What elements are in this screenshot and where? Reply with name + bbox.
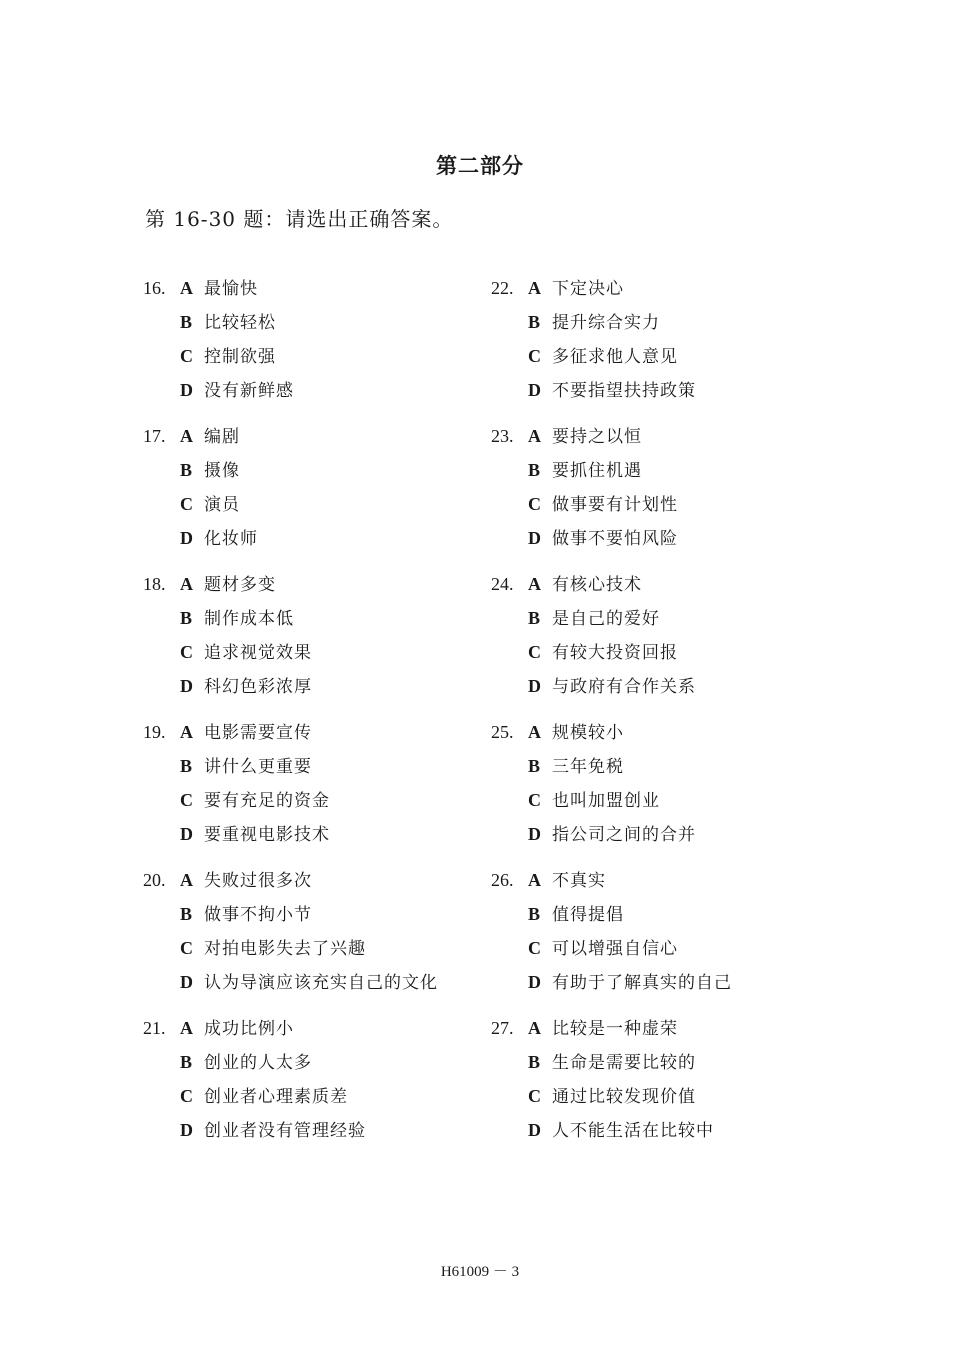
answer-option — [528, 1117, 714, 1143]
option-letter: A — [180, 574, 193, 594]
option-letter: C — [528, 494, 541, 514]
question-number: 24. — [491, 574, 514, 594]
option-text: 指公司之间的合并 — [552, 825, 696, 845]
option-text: 没有新鲜感 — [204, 381, 294, 401]
option-text: 做事要有计划性 — [552, 495, 678, 515]
option-text: 化妆师 — [204, 529, 258, 549]
option-letter: C — [180, 494, 193, 514]
question-number: 16. — [143, 278, 166, 298]
option-letter: B — [528, 904, 541, 924]
option-text: 失败过很多次 — [204, 871, 312, 891]
option-letter: D — [180, 528, 193, 548]
option-letter: D — [180, 972, 193, 992]
option-letter: B — [528, 608, 541, 628]
option-letter: D — [528, 1120, 541, 1140]
question-number: 27. — [491, 1018, 514, 1038]
option-letter: B — [528, 312, 541, 332]
answer-option — [180, 787, 330, 813]
answer-option — [528, 639, 678, 665]
answer-option — [528, 423, 642, 449]
option-letter: B — [180, 904, 193, 924]
option-text: 要持之以恒 — [552, 427, 642, 447]
question-number: 22. — [491, 278, 514, 298]
option-letter: A — [528, 426, 541, 446]
option-letter: C — [180, 346, 193, 366]
answer-option — [528, 377, 696, 403]
answer-option — [528, 1015, 678, 1041]
answer-option — [180, 1083, 348, 1109]
answer-option — [180, 491, 240, 517]
option-letter: B — [180, 756, 193, 776]
answer-option — [180, 423, 240, 449]
option-text: 创业者心理素质差 — [204, 1087, 348, 1107]
option-letter: A — [180, 278, 193, 298]
answer-option — [180, 275, 258, 301]
option-letter: B — [180, 312, 193, 332]
answer-option — [528, 571, 642, 597]
answer-option — [528, 867, 606, 893]
option-text: 编剧 — [204, 427, 240, 447]
option-text: 控制欲强 — [204, 347, 276, 367]
option-letter: A — [528, 1018, 541, 1038]
answer-option — [528, 969, 732, 995]
option-text: 提升综合实力 — [552, 313, 660, 333]
answer-option — [528, 309, 660, 335]
answer-option — [180, 377, 294, 403]
option-letter: A — [180, 426, 193, 446]
answer-option — [180, 753, 312, 779]
option-letter: B — [528, 460, 541, 480]
option-letter: B — [180, 460, 193, 480]
page-footer: H61009 － 3 — [440, 1264, 520, 1280]
answer-option — [180, 901, 312, 927]
option-letter: A — [528, 278, 541, 298]
answer-option — [180, 457, 240, 483]
option-letter: C — [180, 938, 193, 958]
answer-option — [528, 821, 696, 847]
answer-option — [180, 639, 312, 665]
option-text: 三年免税 — [552, 757, 624, 777]
option-letter: C — [180, 790, 193, 810]
option-text: 比较轻松 — [204, 313, 276, 333]
option-text: 人不能生活在比较中 — [552, 1121, 714, 1141]
answer-option — [528, 1083, 696, 1109]
answer-option — [528, 753, 624, 779]
option-letter: D — [528, 380, 541, 400]
option-text: 多征求他人意见 — [552, 347, 678, 367]
option-letter: B — [528, 756, 541, 776]
option-text: 追求视觉效果 — [204, 643, 312, 663]
option-text: 创业者没有管理经验 — [204, 1121, 366, 1141]
option-letter: A — [180, 870, 193, 890]
answer-option — [180, 969, 438, 995]
option-text: 与政府有合作关系 — [552, 677, 696, 697]
option-letter: A — [180, 722, 193, 742]
answer-option — [180, 309, 276, 335]
option-letter: D — [528, 972, 541, 992]
option-letter: D — [180, 380, 193, 400]
option-text: 最愉快 — [204, 279, 258, 299]
option-text: 生命是需要比较的 — [552, 1053, 696, 1073]
option-letter: C — [528, 1086, 541, 1106]
option-letter: C — [180, 642, 193, 662]
answer-option — [528, 719, 624, 745]
answer-option — [180, 1049, 312, 1075]
answer-option — [528, 605, 660, 631]
option-letter: C — [528, 642, 541, 662]
answer-option — [180, 571, 276, 597]
answer-option — [180, 821, 330, 847]
answer-option — [528, 673, 696, 699]
answer-option — [180, 343, 276, 369]
option-text: 题材多变 — [204, 575, 276, 595]
option-letter: D — [528, 824, 541, 844]
option-text: 要抓住机遇 — [552, 461, 642, 481]
option-text: 制作成本低 — [204, 609, 294, 629]
option-text: 摄像 — [204, 461, 240, 481]
answer-option — [528, 275, 624, 301]
option-text: 电影需要宣传 — [204, 723, 312, 743]
answer-option — [528, 787, 660, 813]
option-text: 可以增强自信心 — [552, 939, 678, 959]
option-text: 有助于了解真实的自己 — [552, 973, 732, 993]
answer-option — [528, 525, 678, 551]
option-letter: B — [180, 1052, 193, 1072]
option-letter: B — [180, 608, 193, 628]
question-number: 21. — [143, 1018, 166, 1038]
option-letter: B — [528, 1052, 541, 1072]
option-letter: A — [180, 1018, 193, 1038]
option-text: 成功比例小 — [204, 1019, 294, 1039]
answer-option — [180, 935, 366, 961]
option-text: 认为导演应该充实自己的文化 — [204, 973, 438, 993]
option-text: 要重视电影技术 — [204, 825, 330, 845]
answer-option — [528, 935, 678, 961]
question-number: 23. — [491, 426, 514, 446]
answer-option — [528, 901, 624, 927]
answer-option — [528, 491, 678, 517]
option-text: 对拍电影失去了兴趣 — [204, 939, 366, 959]
option-text: 通过比较发现价值 — [552, 1087, 696, 1107]
option-letter: A — [528, 574, 541, 594]
option-text: 做事不要怕风险 — [552, 529, 678, 549]
option-letter: C — [180, 1086, 193, 1106]
option-text: 演员 — [204, 495, 240, 515]
option-text: 值得提倡 — [552, 905, 624, 925]
option-text: 规模较小 — [552, 723, 624, 743]
option-text: 不真实 — [552, 871, 606, 891]
question-number: 26. — [491, 870, 514, 890]
option-letter: D — [528, 528, 541, 548]
question-number: 18. — [143, 574, 166, 594]
answer-option — [180, 673, 312, 699]
option-letter: C — [528, 938, 541, 958]
answer-option — [180, 1015, 294, 1041]
answer-option — [180, 1117, 366, 1143]
option-text: 比较是一种虚荣 — [552, 1019, 678, 1039]
option-text: 要有充足的资金 — [204, 791, 330, 811]
answer-option — [528, 343, 678, 369]
option-letter: A — [528, 722, 541, 742]
question-number: 20. — [143, 870, 166, 890]
option-text: 不要指望扶持政策 — [552, 381, 696, 401]
question-number: 25. — [491, 722, 514, 742]
option-text: 创业的人太多 — [204, 1053, 312, 1073]
option-text: 是自己的爱好 — [552, 609, 660, 629]
answer-option — [180, 719, 312, 745]
option-text: 讲什么更重要 — [204, 757, 312, 777]
option-text: 有较大投资回报 — [552, 643, 678, 663]
answer-option — [180, 525, 258, 551]
option-letter: C — [528, 790, 541, 810]
option-text: 有核心技术 — [552, 575, 642, 595]
option-text: 做事不拘小节 — [204, 905, 312, 925]
option-letter: D — [180, 1120, 193, 1140]
option-letter: D — [180, 676, 193, 696]
option-text: 下定决心 — [552, 279, 624, 299]
question-number: 17. — [143, 426, 166, 446]
option-letter: A — [528, 870, 541, 890]
option-text: 也叫加盟创业 — [552, 791, 660, 811]
answer-option — [180, 605, 294, 631]
section-title: 第二部分 — [436, 154, 524, 178]
option-text: 科幻色彩浓厚 — [204, 677, 312, 697]
answer-option — [180, 867, 312, 893]
option-letter: D — [180, 824, 193, 844]
question-number: 19. — [143, 722, 166, 742]
instruction-text: 第 16-30 题：请选出正确答案。 — [145, 207, 454, 231]
option-letter: C — [528, 346, 541, 366]
answer-option — [528, 457, 642, 483]
option-letter: D — [528, 676, 541, 696]
answer-option — [528, 1049, 696, 1075]
